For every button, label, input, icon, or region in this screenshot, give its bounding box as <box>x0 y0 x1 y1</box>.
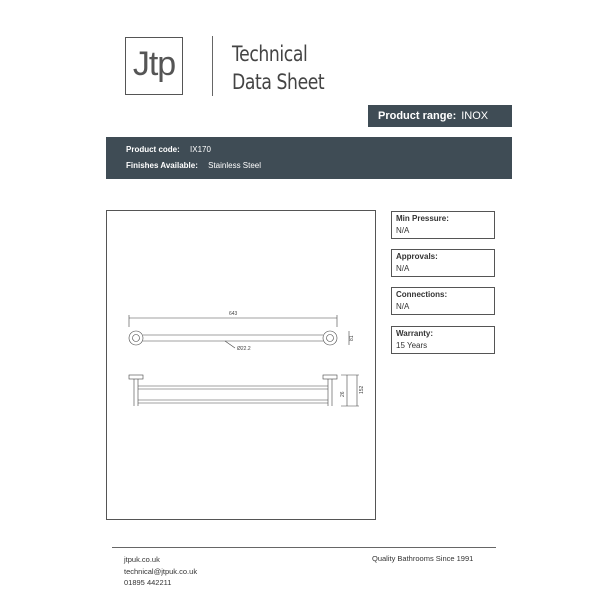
spec-value: N/A <box>396 302 410 311</box>
spec-connections <box>391 287 495 315</box>
spec-value: N/A <box>396 264 410 273</box>
product-range-label: Product range: <box>378 110 457 122</box>
spec-value: N/A <box>396 226 410 235</box>
finishes-label: Finishes Available: <box>126 161 198 170</box>
brand-logo <box>125 37 183 95</box>
spec-label: Approvals: <box>396 252 438 261</box>
right-wall-bracket <box>323 331 337 345</box>
product-range-bar <box>368 105 512 127</box>
product-code-value: IX170 <box>190 145 211 154</box>
footer-divider <box>112 547 496 548</box>
left-wall-bracket-inner <box>133 335 140 342</box>
technical-drawing <box>107 211 377 521</box>
footer-tagline: Quality Bathrooms Since 1991 <box>372 554 474 563</box>
footer-email[interactable]: technical@jtpuk.co.uk <box>124 566 198 576</box>
title-line-1: Technical <box>232 42 308 66</box>
footer-website[interactable]: jtpuk.co.uk <box>124 555 160 564</box>
right-post-cap <box>323 375 337 379</box>
front-dimension-b-label: 26 <box>340 391 346 397</box>
spec-approvals <box>391 249 495 277</box>
diameter-leader <box>225 341 235 348</box>
diameter-dimension-label: Ø22.2 <box>237 346 251 352</box>
technical-drawing-panel <box>106 210 376 520</box>
left-post-cap <box>129 375 143 379</box>
side-height-label: 81 <box>349 335 355 341</box>
finishes-value: Stainless Steel <box>208 161 262 170</box>
spec-warranty <box>391 326 495 354</box>
left-wall-bracket <box>129 331 143 345</box>
finishes-row <box>126 158 512 174</box>
spec-label: Connections: <box>396 290 448 299</box>
product-info-bar <box>106 137 512 179</box>
spec-min-pressure <box>391 211 495 239</box>
spec-label: Min Pressure: <box>396 214 449 223</box>
document-title <box>232 40 324 96</box>
spec-label: Warranty: <box>396 329 434 338</box>
front-dimension-a-label: 152 <box>359 385 365 394</box>
footer-phone: 01895 442211 <box>124 578 172 587</box>
width-dimension-label: 643 <box>229 311 238 317</box>
spec-value: 15 Years <box>396 341 428 350</box>
title-line-2: Data Sheet <box>232 70 325 94</box>
right-wall-bracket-inner <box>327 335 334 342</box>
logo-text: Jtp <box>132 44 176 83</box>
product-range-value: INOX <box>461 110 489 122</box>
product-code-row <box>126 142 512 158</box>
product-code-label: Product code: <box>126 145 180 154</box>
header-divider <box>212 36 213 96</box>
footer-contact <box>124 554 197 589</box>
